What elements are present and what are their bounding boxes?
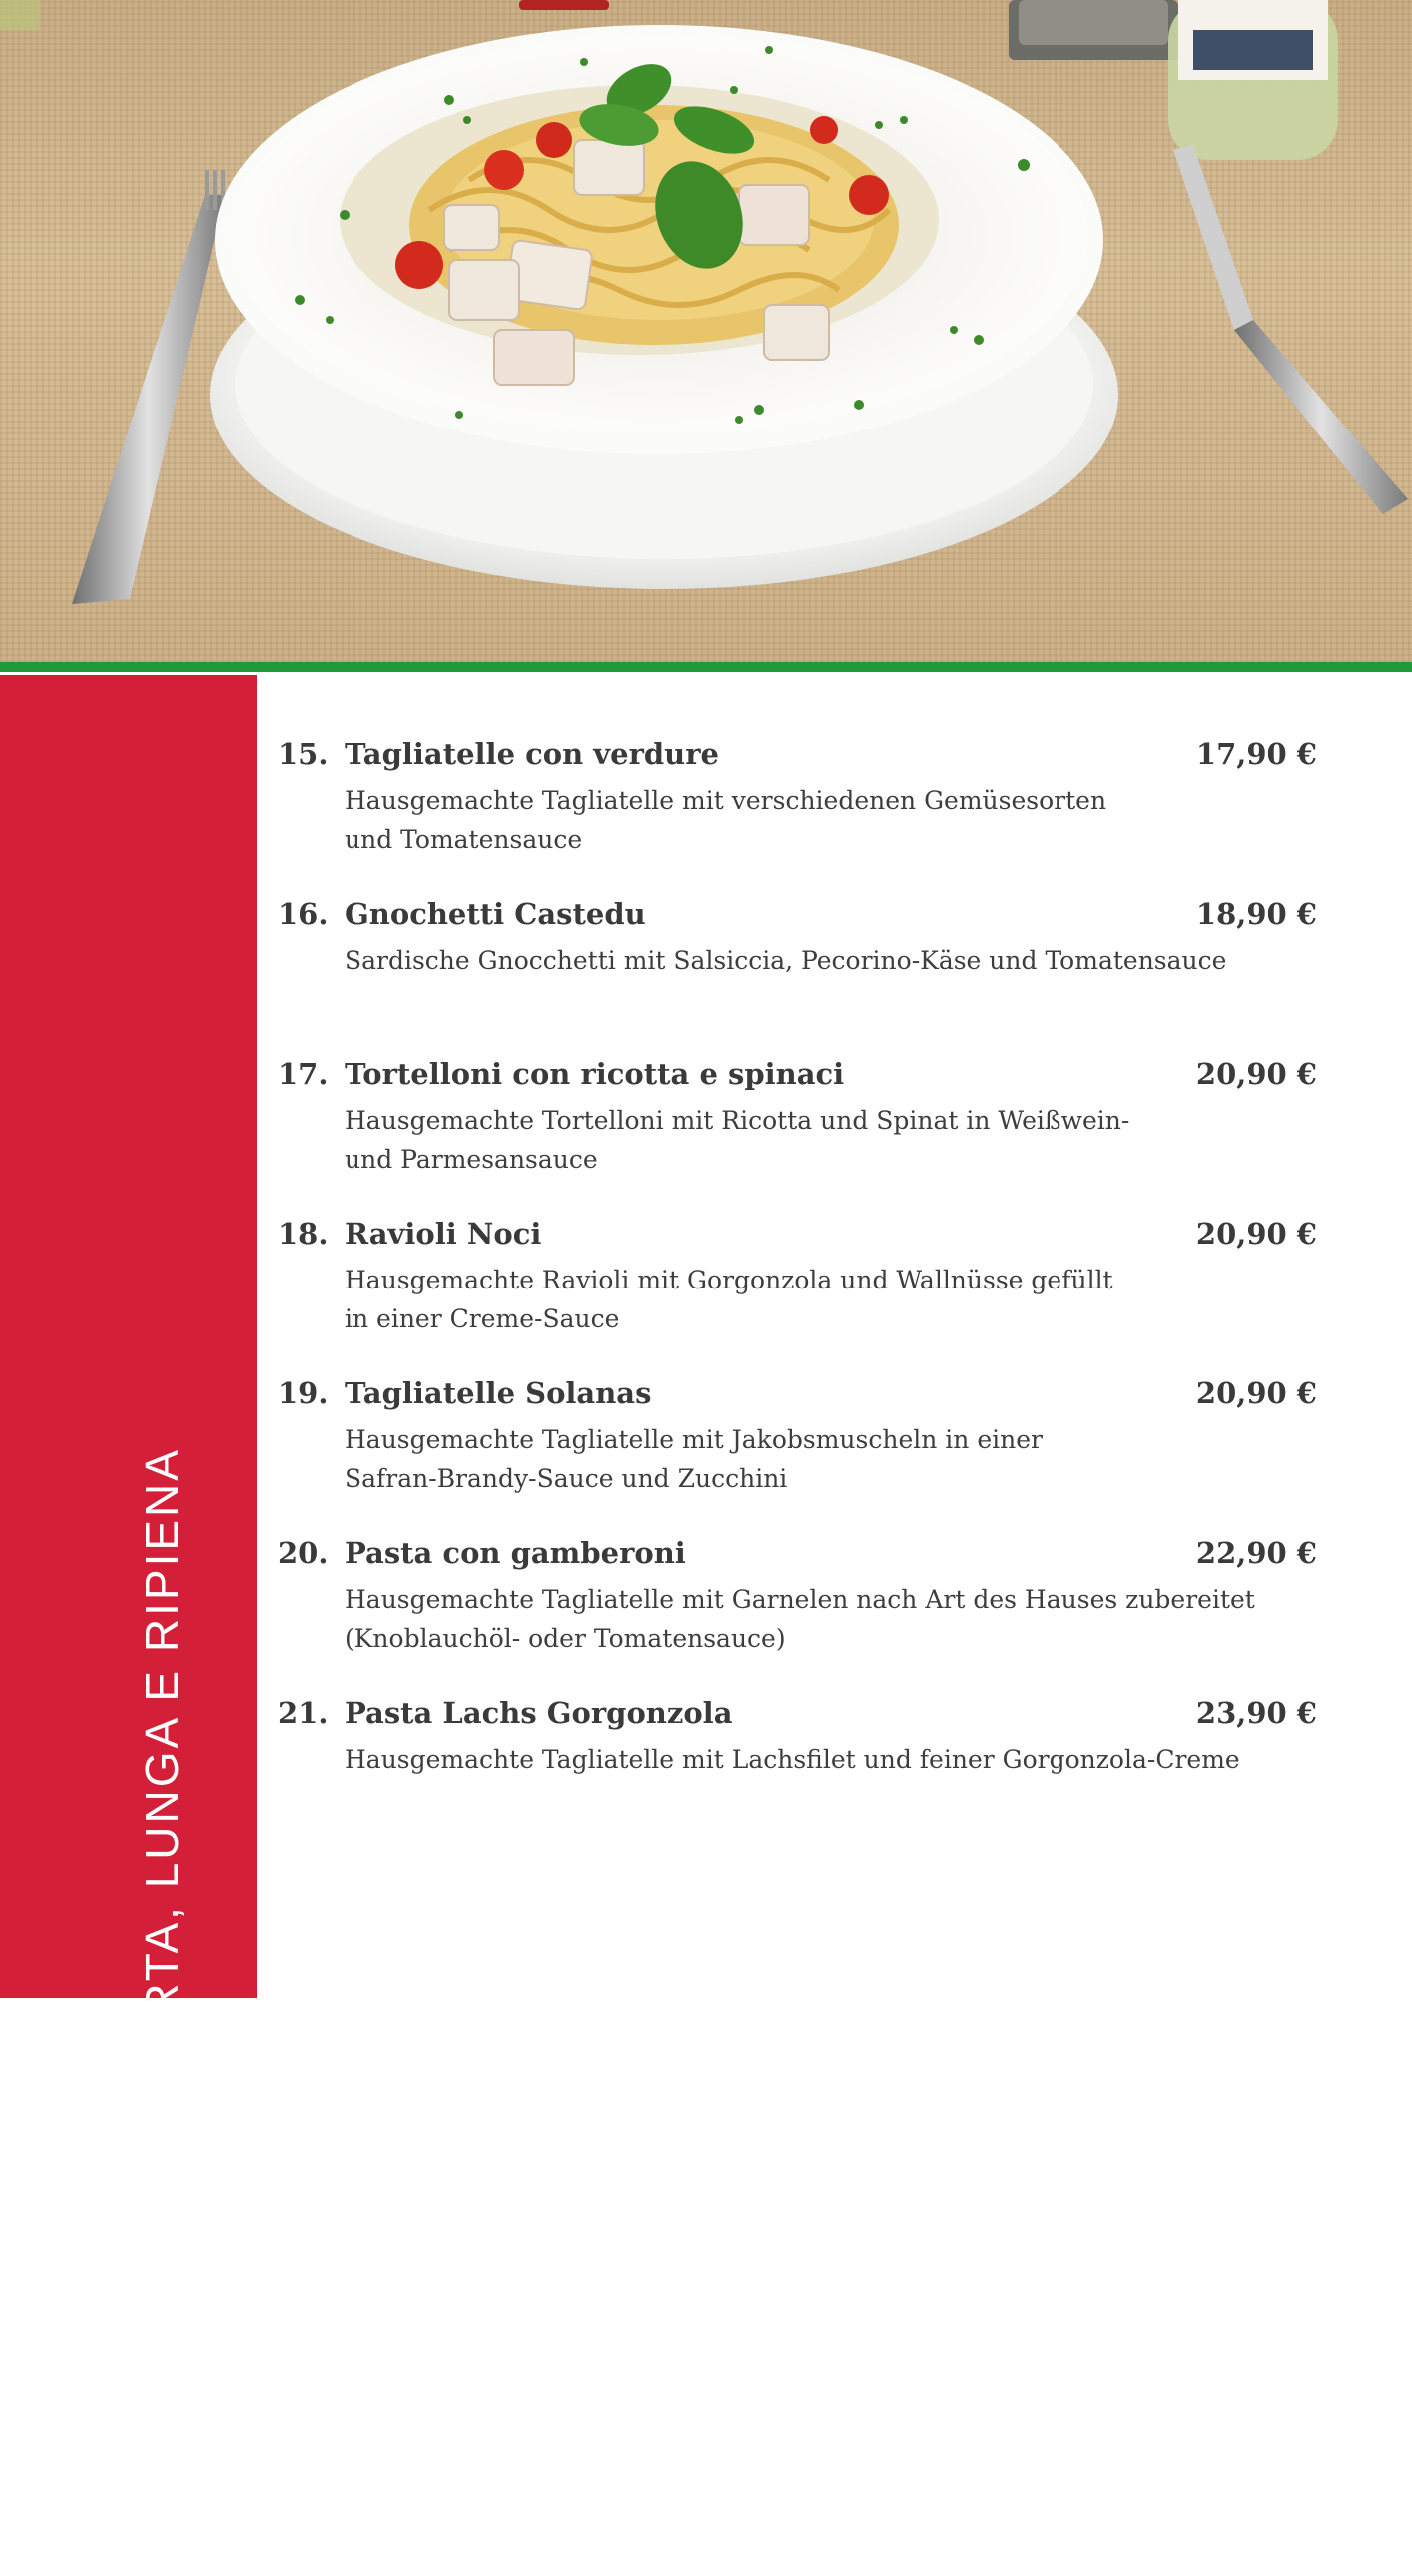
- menu-item-desc-line: Hausgemachte Tagliatelle mit Lachsfilet und feiner Gorgonzola-Creme: [345, 1745, 1240, 1774]
- menu-item-desc-line: und Tomatensauce: [345, 825, 583, 854]
- menu-item-description: [345, 1740, 1333, 1779]
- menu-item-header: [278, 1536, 1336, 1576]
- menu-item-name: Gnochetti Castedu: [345, 897, 646, 931]
- menu-item-description: [345, 1420, 1333, 1498]
- menu-item-header: [278, 897, 1336, 937]
- pasta-plate-photo: [0, 0, 1412, 662]
- menu-item-price: 17,90 €: [1195, 737, 1317, 771]
- menu-item-name: Pasta Lachs Gorgonzola: [345, 1696, 733, 1730]
- menu-item-name: Tagliatelle con verdure: [345, 737, 719, 771]
- menu-item-description: [345, 1261, 1333, 1338]
- menu-item-desc-line: Sardische Gnocchetti mit Salsiccia, Pecorino-Käse und Tomatensauce: [345, 946, 1227, 975]
- section-title-sub: CORTA, LUNGA E RIPIENA: [136, 1447, 188, 2092]
- menu-item-name: Tagliatelle Solanas: [345, 1376, 652, 1410]
- menu-item-price: 20,90 €: [1195, 1057, 1317, 1091]
- green-divider-stripe: [0, 662, 1412, 672]
- menu-item: [278, 1217, 1336, 1376]
- menu-item: [278, 737, 1336, 897]
- menu-item-price: 22,90 €: [1195, 1536, 1317, 1570]
- menu-item-number: 17.: [278, 1057, 329, 1091]
- menu-item-desc-line: Hausgemachte Tagliatelle mit Jakobsmuscheln in einer: [345, 1425, 1043, 1454]
- menu-item-name: Tortelloni con ricotta e spinaci: [345, 1057, 845, 1091]
- menu-item-description: [345, 781, 1333, 859]
- menu-item-description: [345, 941, 1333, 980]
- menu-item-number: 20.: [278, 1536, 329, 1570]
- menu-item-desc-line: Safran-Brandy-Sauce und Zucchini: [345, 1464, 788, 1493]
- photo-illustration: [0, 0, 1412, 662]
- menu-item-desc-line: in einer Creme-Sauce: [345, 1304, 620, 1333]
- menu-item-price: 20,90 €: [1195, 1217, 1317, 1251]
- menu-item: [278, 1536, 1336, 1696]
- menu-item-header: [278, 1376, 1336, 1416]
- menu-item-description: [345, 1101, 1333, 1179]
- menu-item-desc-line: Hausgemachte Tagliatelle mit Garnelen nach Art des Hauses zubereitet: [345, 1585, 1255, 1614]
- sidebar-red-band: [0, 675, 257, 2576]
- menu-item-desc-line: (Knoblauchöl- oder Tomatensauce): [345, 1624, 786, 1653]
- menu-item-desc-line: und Parmesansauce: [345, 1145, 598, 1174]
- menu-item-desc-line: Hausgemachte Tortelloni mit Ricotta und Spinat in Weißwein-: [345, 1106, 1130, 1135]
- menu-item: [278, 1057, 1336, 1217]
- menu-item-header: [278, 737, 1336, 777]
- menu-item-number: 15.: [278, 737, 329, 771]
- menu-item-number: 16.: [278, 897, 329, 931]
- menu-item-number: 21.: [278, 1696, 329, 1730]
- menu-item-desc-line: Hausgemachte Ravioli mit Gorgonzola und Wallnüsse gefüllt: [345, 1266, 1113, 1294]
- menu-item-name: Ravioli Noci: [345, 1217, 542, 1251]
- menu-item-price: 20,90 €: [1195, 1376, 1317, 1410]
- menu-item: [278, 897, 1336, 1057]
- menu-item-number: 18.: [278, 1217, 329, 1251]
- menu-item: [278, 1696, 1336, 1856]
- menu-item-header: [278, 1217, 1336, 1257]
- menu-list: [278, 737, 1336, 1856]
- menu-item: [278, 1376, 1336, 1536]
- menu-item-header: [278, 1696, 1336, 1736]
- menu-item-name: Pasta con gamberoni: [345, 1536, 686, 1570]
- menu-item-desc-line: Hausgemachte Tagliatelle mit verschiedenen Gemüsesorten: [345, 786, 1107, 815]
- section-title-main: PASTA: [45, 2117, 211, 2576]
- menu-item-description: [345, 1580, 1333, 1658]
- menu-item-price: 23,90 €: [1195, 1696, 1317, 1730]
- menu-item-price: 18,90 €: [1195, 897, 1317, 931]
- menu-item-number: 19.: [278, 1376, 329, 1410]
- section-title-vertical: [42, 1447, 214, 2576]
- menu-item-header: [278, 1057, 1336, 1097]
